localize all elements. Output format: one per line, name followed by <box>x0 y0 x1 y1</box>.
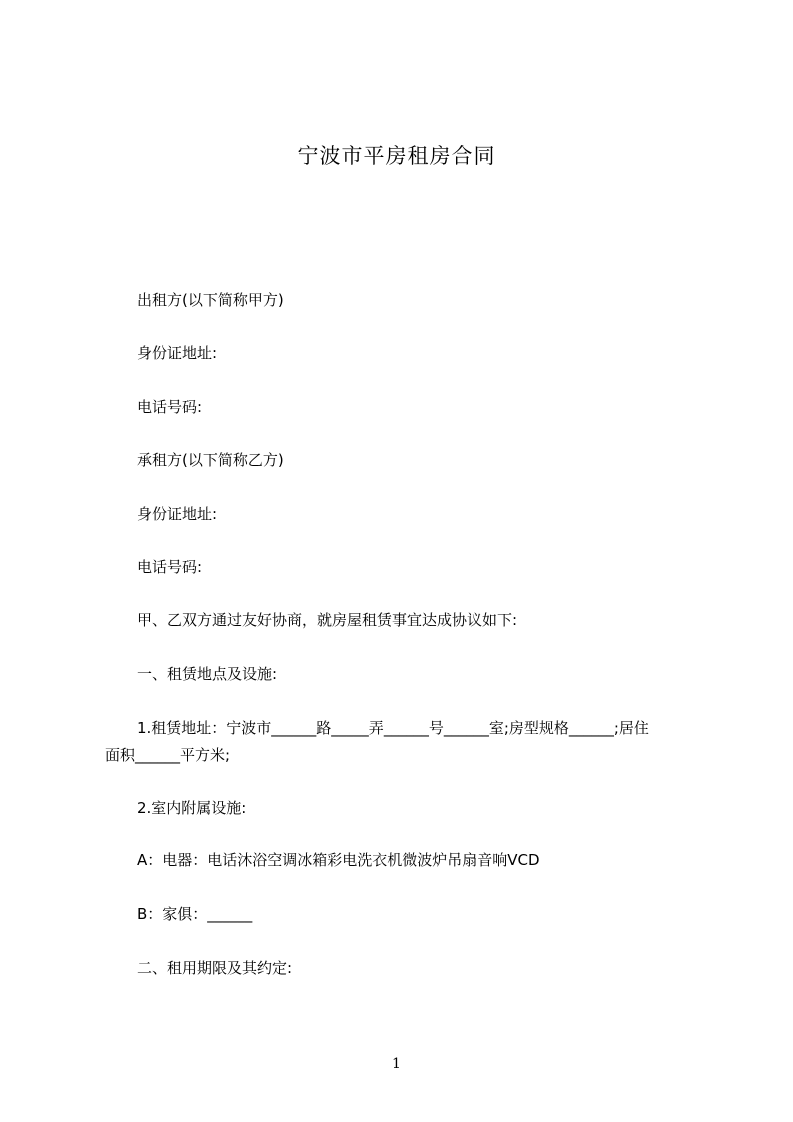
lessor-line: 出租方(以下简称甲方) <box>137 291 284 309</box>
furniture-line: B：家俱：______ <box>137 905 253 923</box>
lessee-phone-line: 电话号码: <box>137 558 203 576</box>
rental-address-line-1: 1.租赁地址：宁波市______路_____弄______号______室;房型规格______;居住 <box>137 719 649 737</box>
section-one-heading: 一、租赁地点及设施: <box>137 665 278 683</box>
lessee-id-address-line: 身份证地址: <box>137 505 218 523</box>
page-number: 1 <box>392 1056 401 1072</box>
lessee-line: 承租方(以下简称乙方) <box>137 451 284 469</box>
agreement-intro-line: 甲、乙双方通过友好协商，就房屋租赁事宜达成协议如下: <box>137 611 518 629</box>
lessor-phone-line: 电话号码: <box>137 398 203 416</box>
lessor-id-address-line: 身份证地址: <box>137 344 218 362</box>
section-two-heading: 二、租用期限及其约定: <box>137 959 293 977</box>
rental-address-line-2: 面积______平方米; <box>105 746 231 764</box>
appliances-line: A：电器：电话沐浴空调冰箱彩电洗衣机微波炉吊扇音响VCD <box>137 851 540 869</box>
facilities-heading: 2.室内附属设施: <box>137 799 247 817</box>
rental-address-paragraph <box>105 715 705 769</box>
document-title: 宁波市平房租房合同 <box>297 144 496 168</box>
